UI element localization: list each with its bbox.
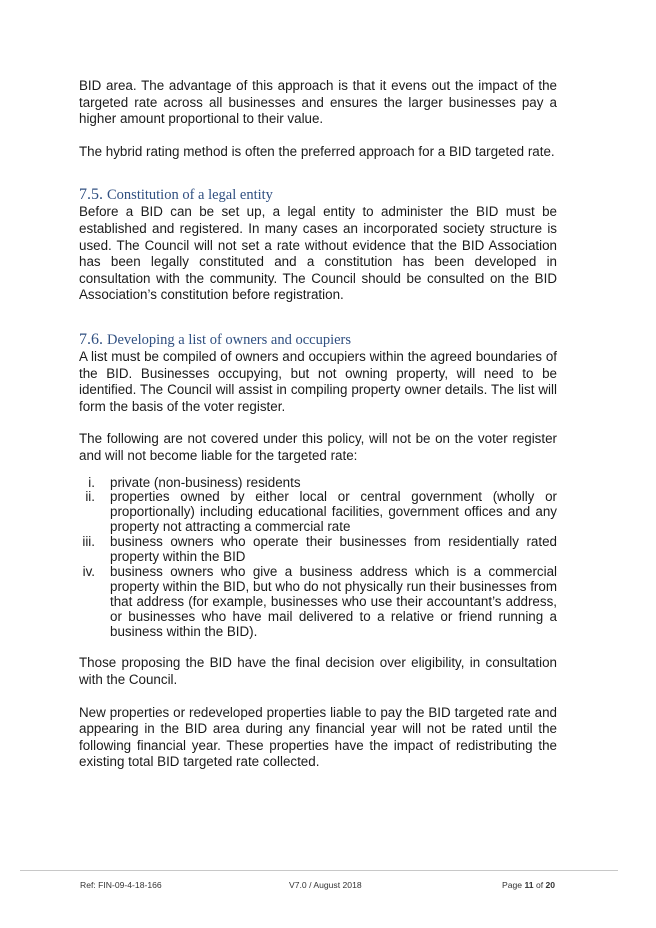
list-numeral: iv. [82, 563, 95, 579]
intro-paragraph: BID area. The advantage of this approach is that it evens out the impact of the targeted rate across all businesses and ensures the larger businesses pay a higher amount proportional to their value. [79, 78, 557, 127]
exclusions-intro-paragraph: The following are not covered under this policy, will not be on the voter register and will not become liable for the targeted rate: [79, 431, 557, 463]
list-item [79, 565, 557, 640]
section-title: Constitution of a legal entity [107, 187, 273, 204]
section-title: Developing a list of owners and occupiers [107, 331, 352, 348]
page-current: 11 [524, 880, 534, 890]
list-numeral: iii. [82, 534, 95, 550]
section-number: 7.5. [79, 186, 103, 204]
eligibility-paragraph: Those proposing the BID have the final decision over eligibility, in consultation with the Council. [79, 655, 557, 688]
document-page [79, 78, 557, 771]
footer-divider [20, 870, 618, 871]
page-total: 20 [545, 880, 556, 890]
list-item-text: business owners who operate their businesses from residentially rated property within the BID [110, 534, 557, 565]
footer-version: V7.0 / August 2018 [289, 880, 362, 890]
list-item [79, 535, 557, 565]
list-item [79, 476, 557, 491]
legal-entity-paragraph: Before a BID can be set up, a legal entity to administer the BID must be established and registered. In many cases an incorporated society structure is used. The Council will not set a rate without evidence that the BID Association has been legally constituted and a constitution has been developed in consultation with the community. The Council should be consulted on the BID Association’s constitution before registration. [79, 204, 557, 303]
list-item-text: private (non-business) residents [110, 474, 301, 490]
owners-list-paragraph: A list must be compiled of owners and occupiers within the agreed boundaries of the BID. Businesses occupying, but not owning property, will need to be identified. The Council will assist in compiling property owner details. The list will form the basis of the voter register. [79, 348, 557, 414]
list-numeral: i. [88, 474, 95, 490]
exclusions-list [79, 476, 557, 640]
new-properties-paragraph: New properties or redeveloped properties liable to pay the BID targeted rate and appearing in the BID area during any financial year will not be rated until the following financial year. These properties have the impact of redistributing the existing total BID targeted rate collected. [79, 704, 557, 770]
list-item-text: business owners who give a business address which is a commercial property within the BID, but who do not physically run their businesses from that address (for example, businesses who use their accountant’s address, or businesses who have mail delivered to a relative or friend running a business within the BID). [110, 563, 557, 639]
list-item [79, 490, 557, 535]
footer-reference: Ref: FIN-09-4-18-166 [80, 880, 162, 890]
list-item-text: properties owned by either local or central government (wholly or proportionally) including educational facilities, government offices and any property not attracting a commercial rate [110, 489, 557, 535]
page-of: of [535, 880, 544, 890]
hybrid-paragraph: The hybrid rating method is often the preferred approach for a BID targeted rate. [79, 143, 555, 159]
section-heading-7-5 [79, 186, 557, 204]
footer-page-number [502, 880, 555, 890]
section-number: 7.6. [79, 330, 103, 348]
section-heading-7-6 [79, 331, 557, 349]
list-numeral: ii. [85, 489, 95, 505]
page-label: Page [502, 880, 523, 890]
